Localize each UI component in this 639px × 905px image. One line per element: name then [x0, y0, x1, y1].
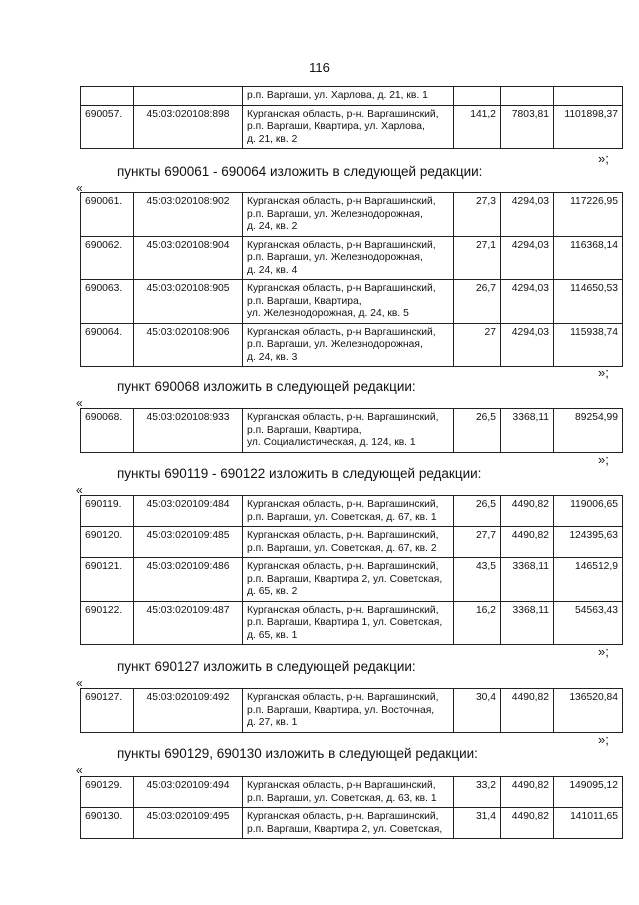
cadastral-number-cell: 45:03:020109:492	[134, 689, 243, 733]
address-line: д. 21, кв. 2	[247, 133, 298, 145]
cadastral-number-cell: 45:03:020108:905	[134, 280, 243, 324]
section-heading: пункты 690129, 690130 изложить в следующей редакции:	[117, 746, 478, 761]
address-cell	[243, 87, 454, 106]
open-quote: «	[76, 676, 83, 690]
address-cell	[243, 527, 454, 558]
address-line: д. 24, кв. 2	[247, 221, 298, 232]
address-line: р.п. Варгаши, Квартира,	[247, 424, 362, 436]
address-cell	[243, 193, 454, 237]
address-line: Курганская область, р-н. Варгашинский,	[247, 604, 439, 616]
address-line: р.п. Варгаши, Квартира 1, ул. Советская,	[247, 617, 443, 628]
total-value-cell: 149095,12	[554, 777, 623, 808]
address-cell	[243, 496, 454, 527]
area-cell: 26,5	[454, 409, 501, 453]
total-value-cell: 1101898,37	[554, 105, 623, 149]
table-row	[81, 280, 623, 324]
close-quote: »;	[598, 644, 609, 659]
cadastral-number-cell: 45:03:020109:487	[134, 601, 243, 645]
area-cell: 27,7	[454, 527, 501, 558]
address-line: р.п. Варгаши, Квартира 2, ул. Советская,	[247, 573, 443, 585]
open-quote: «	[76, 763, 83, 777]
unit-price-cell: 4294,03	[501, 323, 554, 367]
cadastral-number-cell: 45:03:020108:906	[134, 323, 243, 367]
address-cell	[243, 323, 454, 367]
section-heading: пункты 690061 - 690064 изложить в следующей редакции:	[117, 164, 483, 179]
address-line: ул. Железнодорожная, д. 24, кв. 5	[247, 308, 409, 319]
address-line: Курганская область, р-н. Варгашинский,	[247, 412, 439, 423]
address-line: р.п. Варгаши, Квартира, ул. Харлова,	[247, 121, 425, 132]
table-row	[81, 236, 623, 280]
area-cell: 30,4	[454, 689, 501, 733]
area-cell: 33,2	[454, 777, 501, 808]
address-line: р.п. Варгаши, ул. Железнодорожная,	[247, 339, 423, 350]
total-value-cell: 54563,43	[554, 601, 623, 645]
address-line: д. 24, кв. 3	[247, 351, 298, 363]
table-row	[81, 558, 623, 602]
address-line: Курганская область, р-н. Варгашинский,	[247, 108, 439, 120]
address-cell	[243, 409, 454, 453]
data-table	[80, 495, 623, 645]
address-cell	[243, 601, 454, 645]
row-number-cell: 690121.	[81, 558, 134, 602]
unit-price-cell: 4490,82	[501, 689, 554, 733]
page-number: 116	[309, 60, 330, 75]
table-row	[81, 601, 623, 645]
table-section-690129	[80, 776, 618, 839]
row-number-cell: 690129.	[81, 777, 134, 808]
address-cell	[243, 777, 454, 808]
row-number-cell: 690062.	[81, 236, 134, 280]
area-cell: 27	[454, 323, 501, 367]
row-number-cell: 690064.	[81, 323, 134, 367]
close-quote: »;	[598, 732, 609, 747]
unit-price-cell: 4294,03	[501, 236, 554, 280]
address-line: р.п. Варгаши, ул. Советская, д. 67, кв. 1	[247, 511, 437, 523]
address-cell	[243, 280, 454, 324]
address-line: р.п. Варгаши, Квартира 2, ул. Советская,	[247, 823, 443, 835]
address-line: р.п. Варгаши, ул. Советская, д. 63, кв. 1	[247, 792, 437, 804]
unit-price-cell: 4294,03	[501, 193, 554, 237]
total-value-cell: 146512,9	[554, 558, 623, 602]
total-value-cell	[554, 87, 623, 106]
table-section-690061	[80, 192, 618, 367]
unit-price-cell: 3368,11	[501, 601, 554, 645]
area-cell: 27,1	[454, 236, 501, 280]
total-value-cell: 89254,99	[554, 409, 623, 453]
address-line: Курганская область, р-н. Варгашинский,	[247, 499, 439, 510]
area-cell	[454, 87, 501, 106]
table-row	[81, 527, 623, 558]
unit-price-cell: 3368,11	[501, 409, 554, 453]
unit-price-cell: 4490,82	[501, 808, 554, 839]
data-table	[80, 688, 623, 733]
open-quote: «	[76, 181, 83, 195]
cadastral-number-cell: 45:03:020109:484	[134, 496, 243, 527]
cadastral-number-cell: 45:03:020109:494	[134, 777, 243, 808]
area-cell: 43,5	[454, 558, 501, 602]
cadastral-number-cell: 45:03:020108:898	[134, 105, 243, 149]
section-heading: пункт 690127 изложить в следующей редакции:	[117, 659, 416, 674]
address-line: Курганская область, р-н. Варгашинский,	[247, 811, 439, 822]
area-cell: 27,3	[454, 193, 501, 237]
address-line: Курганская область, р-н Варгашинский,	[247, 239, 436, 251]
area-cell: 16,2	[454, 601, 501, 645]
table-row	[81, 193, 623, 237]
table-row	[81, 409, 623, 453]
total-value-cell: 114650,53	[554, 280, 623, 324]
cadastral-number-cell: 45:03:020108:933	[134, 409, 243, 453]
unit-price-cell: 4490,82	[501, 527, 554, 558]
address-line: д. 65, кв. 2	[247, 586, 298, 597]
unit-price-cell: 4490,82	[501, 496, 554, 527]
address-line: р.п. Варгаши, Квартира,	[247, 295, 362, 307]
unit-price-cell: 4294,03	[501, 280, 554, 324]
row-number-cell: 690061.	[81, 193, 134, 237]
address-cell	[243, 105, 454, 149]
area-cell: 26,7	[454, 280, 501, 324]
address-line: р.п. Варгаши, ул. Железнодорожная,	[247, 252, 423, 263]
unit-price-cell	[501, 87, 554, 106]
address-line: р.п. Варгаши, ул. Железнодорожная,	[247, 208, 423, 220]
total-value-cell: 116368,14	[554, 236, 623, 280]
area-cell: 141,2	[454, 105, 501, 149]
address-line: д. 27, кв. 1	[247, 717, 298, 728]
table-row	[81, 87, 623, 106]
data-table	[80, 86, 623, 149]
open-quote: «	[76, 483, 83, 497]
cadastral-number-cell: 45:03:020108:904	[134, 236, 243, 280]
address-line: Курганская область, р-н. Варгашинский,	[247, 530, 439, 541]
address-line: Курганская область, р-н. Варгашинский,	[247, 561, 439, 572]
address-line: Курганская область, р-н Варгашинский,	[247, 326, 436, 338]
table-continuation	[80, 86, 618, 149]
row-number-cell: 690068.	[81, 409, 134, 453]
table-section-690119	[80, 495, 618, 645]
address-cell	[243, 236, 454, 280]
table-section-690127	[80, 688, 618, 733]
row-number-cell: 690057.	[81, 105, 134, 149]
total-value-cell: 117226,95	[554, 193, 623, 237]
address-line: д. 24, кв. 4	[247, 264, 298, 276]
row-number-cell: 690120.	[81, 527, 134, 558]
close-quote: »;	[598, 452, 609, 467]
address-line: р.п. Варгаши, ул. Советская, д. 67, кв. 2	[247, 542, 437, 554]
address-line: Курганская область, р-н Варгашинский,	[247, 780, 436, 791]
address-cell	[243, 808, 454, 839]
area-cell: 31,4	[454, 808, 501, 839]
table-row	[81, 808, 623, 839]
row-number-cell: 690130.	[81, 808, 134, 839]
row-number-cell	[81, 87, 134, 106]
data-table	[80, 192, 623, 367]
cadastral-number-cell	[134, 87, 243, 106]
row-number-cell: 690122.	[81, 601, 134, 645]
unit-price-cell: 4490,82	[501, 777, 554, 808]
row-number-cell: 690119.	[81, 496, 134, 527]
section-heading: пункт 690068 изложить в следующей редакции:	[117, 379, 416, 394]
address-cell	[243, 689, 454, 733]
cadastral-number-cell: 45:03:020109:485	[134, 527, 243, 558]
unit-price-cell: 3368,11	[501, 558, 554, 602]
table-row	[81, 689, 623, 733]
data-table	[80, 408, 623, 453]
table-section-690068	[80, 408, 618, 453]
cadastral-number-cell: 45:03:020109:486	[134, 558, 243, 602]
cadastral-number-cell: 45:03:020109:495	[134, 808, 243, 839]
close-quote: »;	[598, 365, 609, 380]
address-line: р.п. Варгаши, Квартира, ул. Восточная,	[247, 704, 435, 716]
cadastral-number-cell: 45:03:020108:902	[134, 193, 243, 237]
close-quote: »;	[598, 151, 609, 166]
open-quote: «	[76, 396, 83, 410]
unit-price-cell: 7803,81	[501, 105, 554, 149]
address-line: р.п. Варгаши, ул. Харлова, д. 21, кв. 1	[247, 90, 428, 101]
total-value-cell: 124395,63	[554, 527, 623, 558]
total-value-cell: 136520,84	[554, 689, 623, 733]
total-value-cell: 141011,65	[554, 808, 623, 839]
table-row	[81, 777, 623, 808]
address-line: д. 65, кв. 1	[247, 629, 298, 641]
table-row	[81, 105, 623, 149]
row-number-cell: 690127.	[81, 689, 134, 733]
table-row	[81, 496, 623, 527]
section-heading: пункты 690119 - 690122 изложить в следующей редакции:	[117, 466, 482, 481]
address-cell	[243, 558, 454, 602]
total-value-cell: 119006,65	[554, 496, 623, 527]
row-number-cell: 690063.	[81, 280, 134, 324]
address-line: ул. Социалистическая, д. 124, кв. 1	[247, 437, 416, 448]
table-row	[81, 323, 623, 367]
data-table	[80, 776, 623, 839]
address-line: Курганская область, р-н Варгашинский,	[247, 283, 436, 294]
total-value-cell: 115938,74	[554, 323, 623, 367]
address-line: Курганская область, р-н Варгашинский,	[247, 196, 436, 207]
address-line: Курганская область, р-н. Варгашинский,	[247, 692, 439, 703]
area-cell: 26,5	[454, 496, 501, 527]
